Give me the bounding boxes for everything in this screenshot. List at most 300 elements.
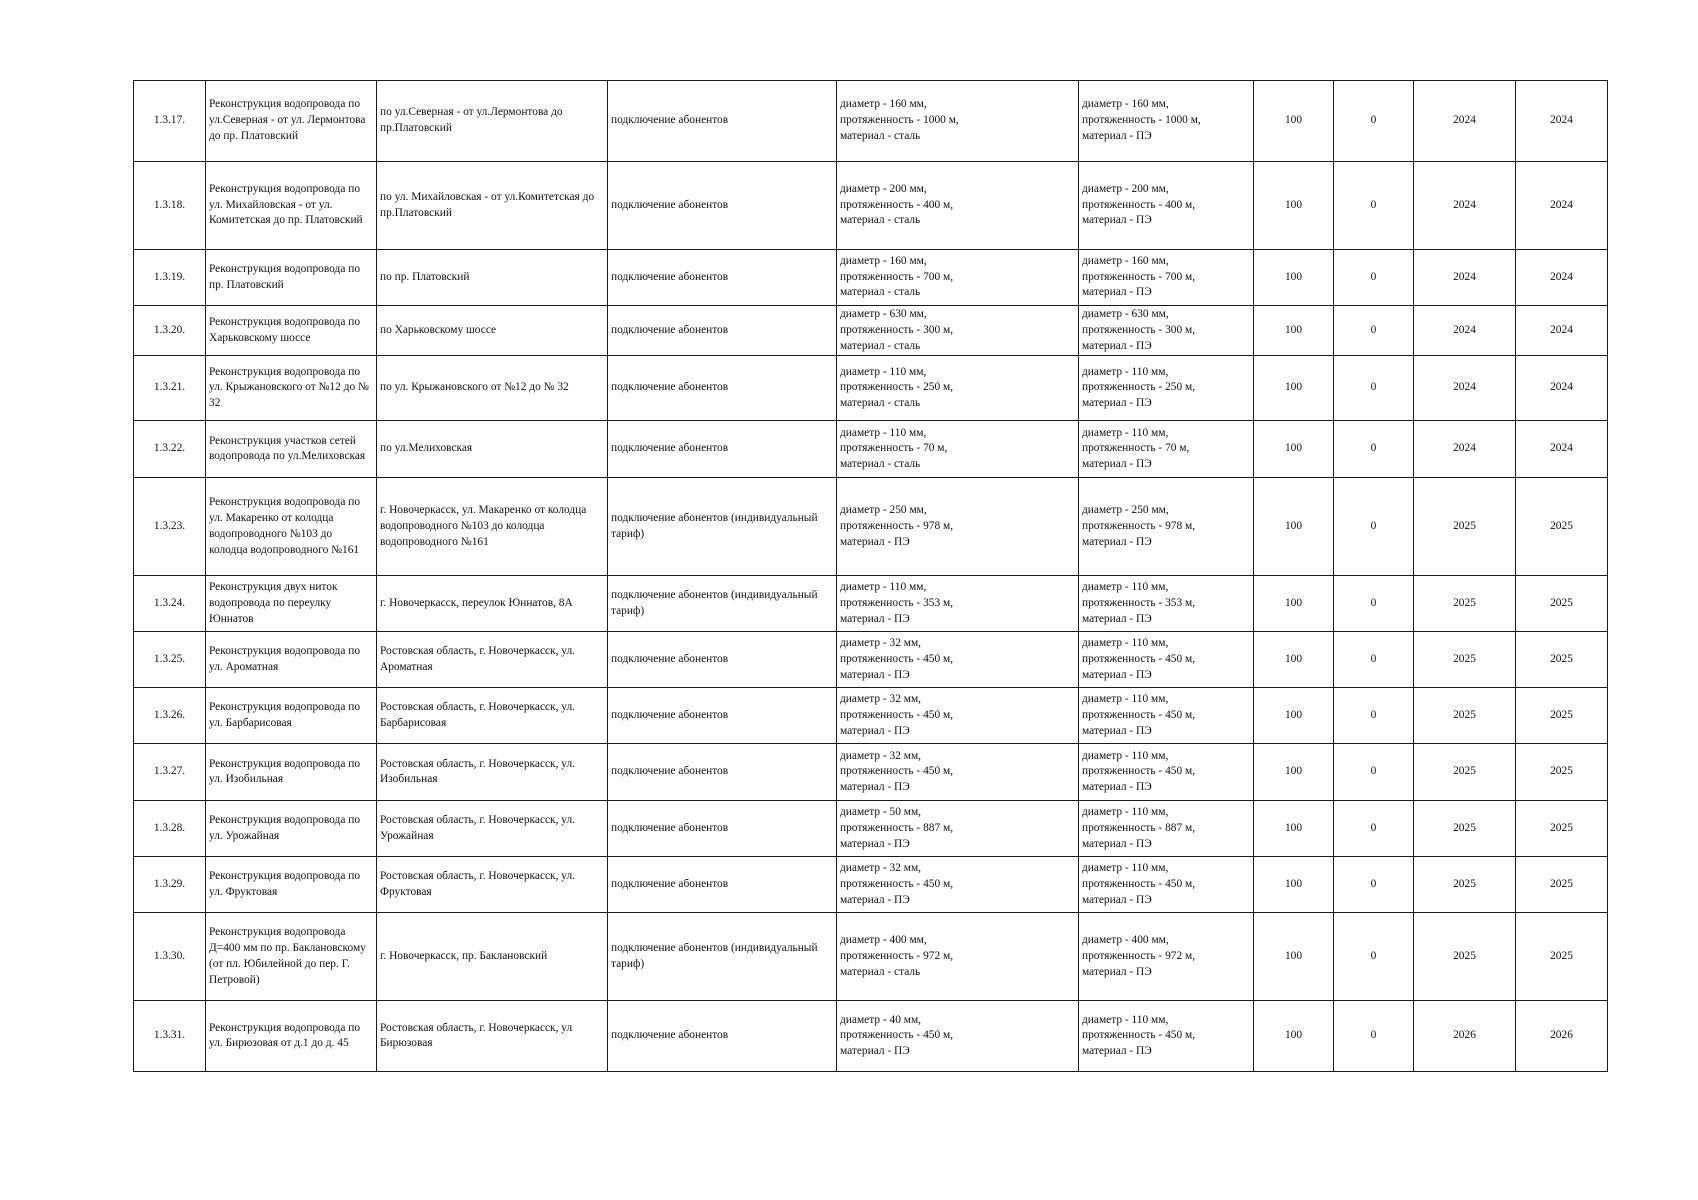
percent-remaining [1334, 421, 1414, 478]
params-after [1079, 250, 1254, 306]
project-name-text: Реконструкция двух ниток водопровода по переулку Юннатов [209, 581, 338, 625]
params-before-line: диаметр - 250 мм, [840, 504, 927, 517]
year-start-text: 2024 [1453, 381, 1476, 394]
project-purpose [608, 576, 837, 632]
year-start-text: 2025 [1453, 519, 1476, 532]
project-name [206, 162, 377, 250]
percent-value [1254, 688, 1334, 744]
year-start-text: 2025 [1453, 596, 1476, 609]
project-purpose [608, 688, 837, 744]
year-start [1414, 744, 1516, 801]
percent-value-text: 100 [1284, 519, 1303, 532]
params-after-line: диаметр - 110 мм, [1082, 426, 1169, 439]
percent-value [1254, 356, 1334, 421]
params-after-line: материал - ПЭ [1082, 724, 1152, 737]
project-name-text: Реконструкция водопровода по ул. Барбарисовая [209, 701, 361, 729]
params-before-line: диаметр - 630 мм, [840, 308, 927, 320]
project-name-text: Реконструкция водопровода по Харьковскому шоссе [209, 315, 361, 344]
params-after [1079, 576, 1254, 632]
row-number-text: 1.3.31. [153, 1029, 186, 1042]
params-before-line: материал - сталь [840, 339, 921, 352]
percent-value [1254, 162, 1334, 250]
params-after [1079, 913, 1254, 1001]
table-row [134, 688, 1608, 744]
project-name [206, 81, 377, 162]
project-address-text: по ул. Крыжановского от №12 до № 32 [380, 381, 569, 394]
row-number [134, 356, 206, 421]
params-after-line: протяженность - 250 м, [1082, 381, 1196, 394]
percent-remaining-text: 0 [1370, 270, 1377, 283]
year-end [1516, 1001, 1608, 1072]
params-before-line: материал - ПЭ [840, 724, 910, 737]
percent-remaining-text: 0 [1370, 877, 1377, 890]
percent-remaining [1334, 478, 1414, 576]
project-address-text: г. Новочеркасск, пр. Баклановский [380, 949, 548, 962]
percent-remaining [1334, 306, 1414, 356]
percent-value [1254, 1001, 1334, 1072]
params-after-line: протяженность - 400 м, [1082, 198, 1196, 211]
params-after-line: материал - ПЭ [1082, 339, 1152, 352]
project-name [206, 306, 377, 356]
params-after [1079, 478, 1254, 576]
project-address [377, 913, 608, 1001]
project-address [377, 576, 608, 632]
params-after-line: диаметр - 110 мм, [1082, 806, 1169, 819]
project-purpose [608, 421, 837, 478]
project-address-text: Ростовская область, г. Новочеркасск, ул. Изобильная [380, 757, 576, 786]
project-address [377, 478, 608, 576]
params-after-line: протяженность - 978 м, [1082, 519, 1196, 532]
row-number [134, 81, 206, 162]
project-address-text: по ул.Северная - от ул.Лермонтова до пр.Платовский [380, 106, 563, 134]
project-purpose-text: подключение абонентов [611, 821, 729, 834]
params-after-line: протяженность - 887 м, [1082, 821, 1196, 834]
project-purpose-text: подключение абонентов (индивидуальный тариф) [611, 589, 818, 617]
year-start [1414, 421, 1516, 478]
params-before-line: материал - сталь [840, 397, 921, 410]
year-end-text: 2024 [1550, 198, 1573, 211]
params-after [1079, 306, 1254, 356]
table-row [134, 306, 1608, 356]
year-end [1516, 632, 1608, 688]
year-end-text: 2024 [1550, 270, 1573, 283]
year-start-text: 2025 [1453, 949, 1476, 962]
project-name [206, 688, 377, 744]
percent-remaining-text: 0 [1370, 949, 1377, 962]
percent-value-text: 100 [1284, 381, 1303, 394]
params-after-line: диаметр - 250 мм, [1082, 504, 1169, 517]
params-before [837, 913, 1079, 1001]
params-after-line: диаметр - 160 мм, [1082, 254, 1169, 267]
params-after-line: диаметр - 160 мм, [1082, 98, 1169, 111]
row-number [134, 632, 206, 688]
percent-value-text: 100 [1284, 442, 1303, 455]
project-name-text: Реконструкция водопровода по ул. Фруктовая [209, 870, 361, 898]
params-before-line: материал - ПЭ [840, 893, 910, 906]
percent-value [1254, 250, 1334, 306]
year-end [1516, 478, 1608, 576]
params-before [837, 688, 1079, 744]
params-after-line: протяженность - 700 м, [1082, 270, 1196, 283]
row-number [134, 1001, 206, 1072]
params-after [1079, 421, 1254, 478]
percent-value-text: 100 [1284, 114, 1303, 127]
params-after-line: протяженность - 353 м, [1082, 596, 1196, 609]
percent-remaining [1334, 1001, 1414, 1072]
params-after-line: диаметр - 110 мм, [1082, 581, 1169, 594]
project-purpose-text: подключение абонентов [611, 765, 729, 778]
year-end [1516, 913, 1608, 1001]
project-purpose-text: подключение абонентов [611, 323, 729, 336]
percent-value-text: 100 [1284, 708, 1303, 721]
year-start [1414, 162, 1516, 250]
row-number [134, 250, 206, 306]
params-after-line: протяженность - 1000 м, [1082, 114, 1201, 127]
params-after [1079, 356, 1254, 421]
project-purpose-text: подключение абонентов [611, 198, 729, 211]
row-number-text: 1.3.17. [153, 114, 186, 127]
params-before-line: протяженность - 450 м, [840, 765, 954, 778]
params-before-line: материал - сталь [840, 286, 921, 299]
params-before [837, 576, 1079, 632]
percent-remaining [1334, 801, 1414, 857]
percent-value-text: 100 [1284, 877, 1303, 890]
params-after-line: протяженность - 300 м, [1082, 323, 1196, 336]
params-after [1079, 162, 1254, 250]
year-end [1516, 801, 1608, 857]
project-address [377, 306, 608, 356]
year-end-text: 2025 [1550, 708, 1573, 721]
table-row [134, 913, 1608, 1001]
params-after-line: протяженность - 450 м, [1082, 765, 1196, 778]
row-number-text: 1.3.24. [153, 596, 186, 609]
year-end [1516, 576, 1608, 632]
year-start [1414, 913, 1516, 1001]
params-before-line: протяженность - 700 м, [840, 270, 954, 283]
params-before-line: диаметр - 400 мм, [840, 934, 927, 947]
params-before-line: диаметр - 50 мм, [840, 806, 922, 819]
params-after-line: материал - ПЭ [1082, 535, 1152, 548]
params-before-line: диаметр - 110 мм, [840, 581, 927, 594]
params-before-line: диаметр - 32 мм, [840, 637, 922, 650]
params-before-line: протяженность - 300 м, [840, 323, 954, 336]
params-before [837, 1001, 1079, 1072]
project-address-text: Ростовская область, г. Новочеркасск, ул. Урожайная [380, 814, 576, 842]
project-address [377, 356, 608, 421]
project-purpose [608, 356, 837, 421]
project-purpose [608, 306, 837, 356]
percent-value [1254, 81, 1334, 162]
year-start-text: 2024 [1453, 114, 1476, 127]
percent-remaining-text: 0 [1370, 1029, 1377, 1042]
percent-remaining [1334, 162, 1414, 250]
project-address [377, 857, 608, 913]
params-before [837, 801, 1079, 857]
params-before-line: диаметр - 200 мм, [840, 182, 927, 195]
project-address-text: по ул.Мелиховская [380, 442, 473, 455]
project-address-text: Ростовская область, г. Новочеркасск, ул. Ароматная [380, 645, 576, 673]
percent-value-text: 100 [1284, 323, 1303, 336]
params-before-line: протяженность - 1000 м, [840, 114, 959, 127]
year-start-text: 2025 [1453, 765, 1476, 778]
percent-remaining-text: 0 [1370, 519, 1377, 532]
year-end-text: 2025 [1550, 949, 1573, 962]
project-purpose-text: подключение абонентов [611, 270, 729, 283]
project-address-text: г. Новочеркасск, переулок Юннатов, 8А [380, 596, 573, 609]
project-purpose [608, 857, 837, 913]
percent-value-text: 100 [1284, 1029, 1303, 1042]
project-address-text: по пр. Платовский [380, 270, 470, 283]
params-after-line: материал - ПЭ [1082, 781, 1152, 794]
params-before-line: диаметр - 160 мм, [840, 98, 927, 111]
percent-remaining [1334, 744, 1414, 801]
project-address-text: Ростовская область, г. Новочеркасск, ул. Барбарисовая [380, 701, 576, 729]
project-name-text: Реконструкция водопровода по ул. Макаренко от колодца водопроводного №103 до колодца водопроводного №161 [209, 496, 361, 556]
params-after-line: диаметр - 110 мм, [1082, 1013, 1169, 1026]
project-purpose-text: подключение абонентов (индивидуальный тариф) [611, 942, 818, 970]
percent-value [1254, 801, 1334, 857]
table-body [134, 81, 1608, 1072]
percent-remaining-text: 0 [1370, 821, 1377, 834]
row-number-text: 1.3.26. [153, 708, 186, 721]
year-start-text: 2024 [1453, 442, 1476, 455]
project-purpose [608, 250, 837, 306]
params-after [1079, 801, 1254, 857]
params-after-line: протяженность - 450 м, [1082, 877, 1196, 890]
project-purpose [608, 801, 837, 857]
project-address-text: Ростовская область, г. Новочеркасск, ул Бирюзовая [380, 1021, 573, 1050]
year-end-text: 2026 [1550, 1029, 1573, 1042]
project-name [206, 421, 377, 478]
year-end-text: 2025 [1550, 821, 1573, 834]
project-name [206, 913, 377, 1001]
params-after-line: диаметр - 110 мм, [1082, 693, 1169, 706]
params-before-line: протяженность - 400 м, [840, 198, 954, 211]
params-before-line: диаметр - 160 мм, [840, 254, 927, 267]
params-before-line: протяженность - 887 м, [840, 821, 954, 834]
table-row [134, 1001, 1608, 1072]
params-before-line: диаметр - 32 мм, [840, 693, 922, 706]
project-address [377, 688, 608, 744]
row-number [134, 688, 206, 744]
params-before [837, 857, 1079, 913]
params-before [837, 81, 1079, 162]
year-start-text: 2025 [1453, 821, 1476, 834]
row-number-text: 1.3.20. [153, 323, 186, 336]
year-start [1414, 1001, 1516, 1072]
params-before-line: протяженность - 972 м, [840, 949, 954, 962]
project-purpose-text: подключение абонентов [611, 877, 729, 890]
params-after [1079, 744, 1254, 801]
row-number [134, 478, 206, 576]
year-end [1516, 81, 1608, 162]
project-name [206, 801, 377, 857]
params-after-line: диаметр - 110 мм, [1082, 749, 1169, 762]
row-number [134, 306, 206, 356]
project-address-text: по ул. Михайловская - от ул.Комитетская до пр.Платовский [380, 190, 595, 219]
year-end [1516, 306, 1608, 356]
row-number-text: 1.3.21. [153, 381, 186, 394]
params-after-line: диаметр - 110 мм, [1082, 365, 1169, 378]
year-start [1414, 632, 1516, 688]
project-purpose [608, 744, 837, 801]
row-number [134, 421, 206, 478]
table-row [134, 744, 1608, 801]
year-end [1516, 688, 1608, 744]
table-row [134, 478, 1608, 576]
year-end [1516, 250, 1608, 306]
percent-value [1254, 744, 1334, 801]
percent-remaining [1334, 913, 1414, 1001]
year-end-text: 2025 [1550, 596, 1573, 609]
year-end-text: 2024 [1550, 442, 1573, 455]
project-address [377, 250, 608, 306]
year-start-text: 2024 [1453, 323, 1476, 336]
year-start-text: 2024 [1453, 270, 1476, 283]
project-purpose-text: подключение абонентов [611, 442, 729, 455]
percent-value-text: 100 [1284, 821, 1303, 834]
year-start [1414, 576, 1516, 632]
percent-remaining-text: 0 [1370, 114, 1377, 127]
params-after-line: материал - ПЭ [1082, 668, 1152, 681]
row-number [134, 913, 206, 1001]
year-start-text: 2026 [1453, 1029, 1476, 1042]
percent-remaining [1334, 81, 1414, 162]
project-address [377, 162, 608, 250]
year-end-text: 2024 [1550, 323, 1573, 336]
params-before-line: материал - ПЭ [840, 612, 910, 625]
params-before-line: материал - сталь [840, 214, 921, 227]
percent-value [1254, 576, 1334, 632]
year-end [1516, 421, 1608, 478]
project-purpose-text: подключение абонентов [611, 1029, 729, 1042]
year-end [1516, 744, 1608, 801]
year-end [1516, 162, 1608, 250]
params-after-line: диаметр - 630 мм, [1082, 308, 1169, 320]
params-before [837, 421, 1079, 478]
row-number-text: 1.3.18. [153, 198, 186, 211]
row-number [134, 744, 206, 801]
project-purpose [608, 1001, 837, 1072]
percent-remaining [1334, 356, 1414, 421]
project-purpose [608, 478, 837, 576]
year-start-text: 2025 [1453, 652, 1476, 665]
params-before-line: диаметр - 32 мм, [840, 862, 922, 875]
year-start-text: 2024 [1453, 198, 1476, 211]
params-before-line: протяженность - 70 м, [840, 442, 948, 455]
project-purpose-text: подключение абонентов [611, 652, 729, 665]
project-name-text: Реконструкция водопровода по пр. Платовский [209, 262, 361, 291]
params-before-line: материал - ПЭ [840, 1045, 910, 1058]
params-after-line: материал - ПЭ [1082, 1045, 1152, 1058]
project-name [206, 576, 377, 632]
params-before-line: протяженность - 450 м, [840, 1029, 954, 1042]
params-before-line: материал - сталь [840, 129, 921, 142]
params-after-line: материал - ПЭ [1082, 837, 1152, 850]
percent-value-text: 100 [1284, 652, 1303, 665]
params-after-line: протяженность - 450 м, [1082, 708, 1196, 721]
table-row [134, 632, 1608, 688]
params-after-line: диаметр - 110 мм, [1082, 637, 1169, 650]
project-name [206, 356, 377, 421]
year-start [1414, 857, 1516, 913]
project-purpose [608, 81, 837, 162]
row-number [134, 801, 206, 857]
year-start [1414, 81, 1516, 162]
row-number [134, 857, 206, 913]
project-name-text: Реконструкция водопровода по ул.Северная - от ул. Лермонтова до пр. Платовский [209, 98, 366, 142]
percent-remaining [1334, 857, 1414, 913]
project-name [206, 857, 377, 913]
row-number-text: 1.3.28. [153, 821, 186, 834]
table-row [134, 421, 1608, 478]
params-before-line: протяженность - 978 м, [840, 519, 954, 532]
row-number-text: 1.3.27. [153, 765, 186, 778]
params-before [837, 478, 1079, 576]
table-row [134, 356, 1608, 421]
investment-table [133, 80, 1608, 1072]
percent-value [1254, 421, 1334, 478]
project-address-text: по Харьковскому шоссе [380, 323, 497, 336]
project-name-text: Реконструкция водопровода по ул. Крыжановского от №12 до № 32 [209, 365, 369, 410]
year-end [1516, 857, 1608, 913]
params-after-line: материал - ПЭ [1082, 286, 1152, 299]
table-row [134, 857, 1608, 913]
year-end-text: 2025 [1550, 877, 1573, 890]
year-start-text: 2025 [1453, 877, 1476, 890]
params-before-line: протяженность - 353 м, [840, 596, 954, 609]
params-before [837, 356, 1079, 421]
percent-remaining-text: 0 [1370, 381, 1377, 394]
params-before-line: диаметр - 110 мм, [840, 365, 927, 378]
params-after [1079, 857, 1254, 913]
project-purpose [608, 162, 837, 250]
params-after-line: диаметр - 400 мм, [1082, 934, 1169, 947]
percent-value [1254, 306, 1334, 356]
params-before-line: протяженность - 250 м, [840, 381, 954, 394]
row-number-text: 1.3.29. [153, 877, 186, 890]
params-after-line: материал - ПЭ [1082, 214, 1152, 227]
year-start [1414, 250, 1516, 306]
params-before [837, 162, 1079, 250]
project-purpose-text: подключение абонентов [611, 381, 729, 394]
project-name-text: Реконструкция участков сетей водопровода по ул.Мелиховская [209, 434, 366, 463]
year-end-text: 2025 [1550, 519, 1573, 532]
project-purpose [608, 913, 837, 1001]
year-start [1414, 801, 1516, 857]
params-before [837, 632, 1079, 688]
params-after-line: материал - ПЭ [1082, 397, 1152, 410]
percent-remaining [1334, 250, 1414, 306]
project-purpose [608, 632, 837, 688]
params-before-line: материал - ПЭ [840, 668, 910, 681]
table-row [134, 81, 1608, 162]
params-after-line: диаметр - 200 мм, [1082, 182, 1169, 195]
params-after [1079, 632, 1254, 688]
project-name-text: Реконструкция водопровода по ул. Ароматная [209, 645, 361, 673]
params-after-line: протяженность - 70 м, [1082, 442, 1190, 455]
year-start [1414, 478, 1516, 576]
project-name [206, 744, 377, 801]
year-end [1516, 356, 1608, 421]
project-name-text: Реконструкция водопровода по ул. Урожайная [209, 814, 361, 842]
row-number-text: 1.3.23. [153, 519, 186, 532]
percent-remaining [1334, 688, 1414, 744]
percent-remaining [1334, 632, 1414, 688]
year-start [1414, 688, 1516, 744]
table-row [134, 576, 1608, 632]
params-before [837, 306, 1079, 356]
